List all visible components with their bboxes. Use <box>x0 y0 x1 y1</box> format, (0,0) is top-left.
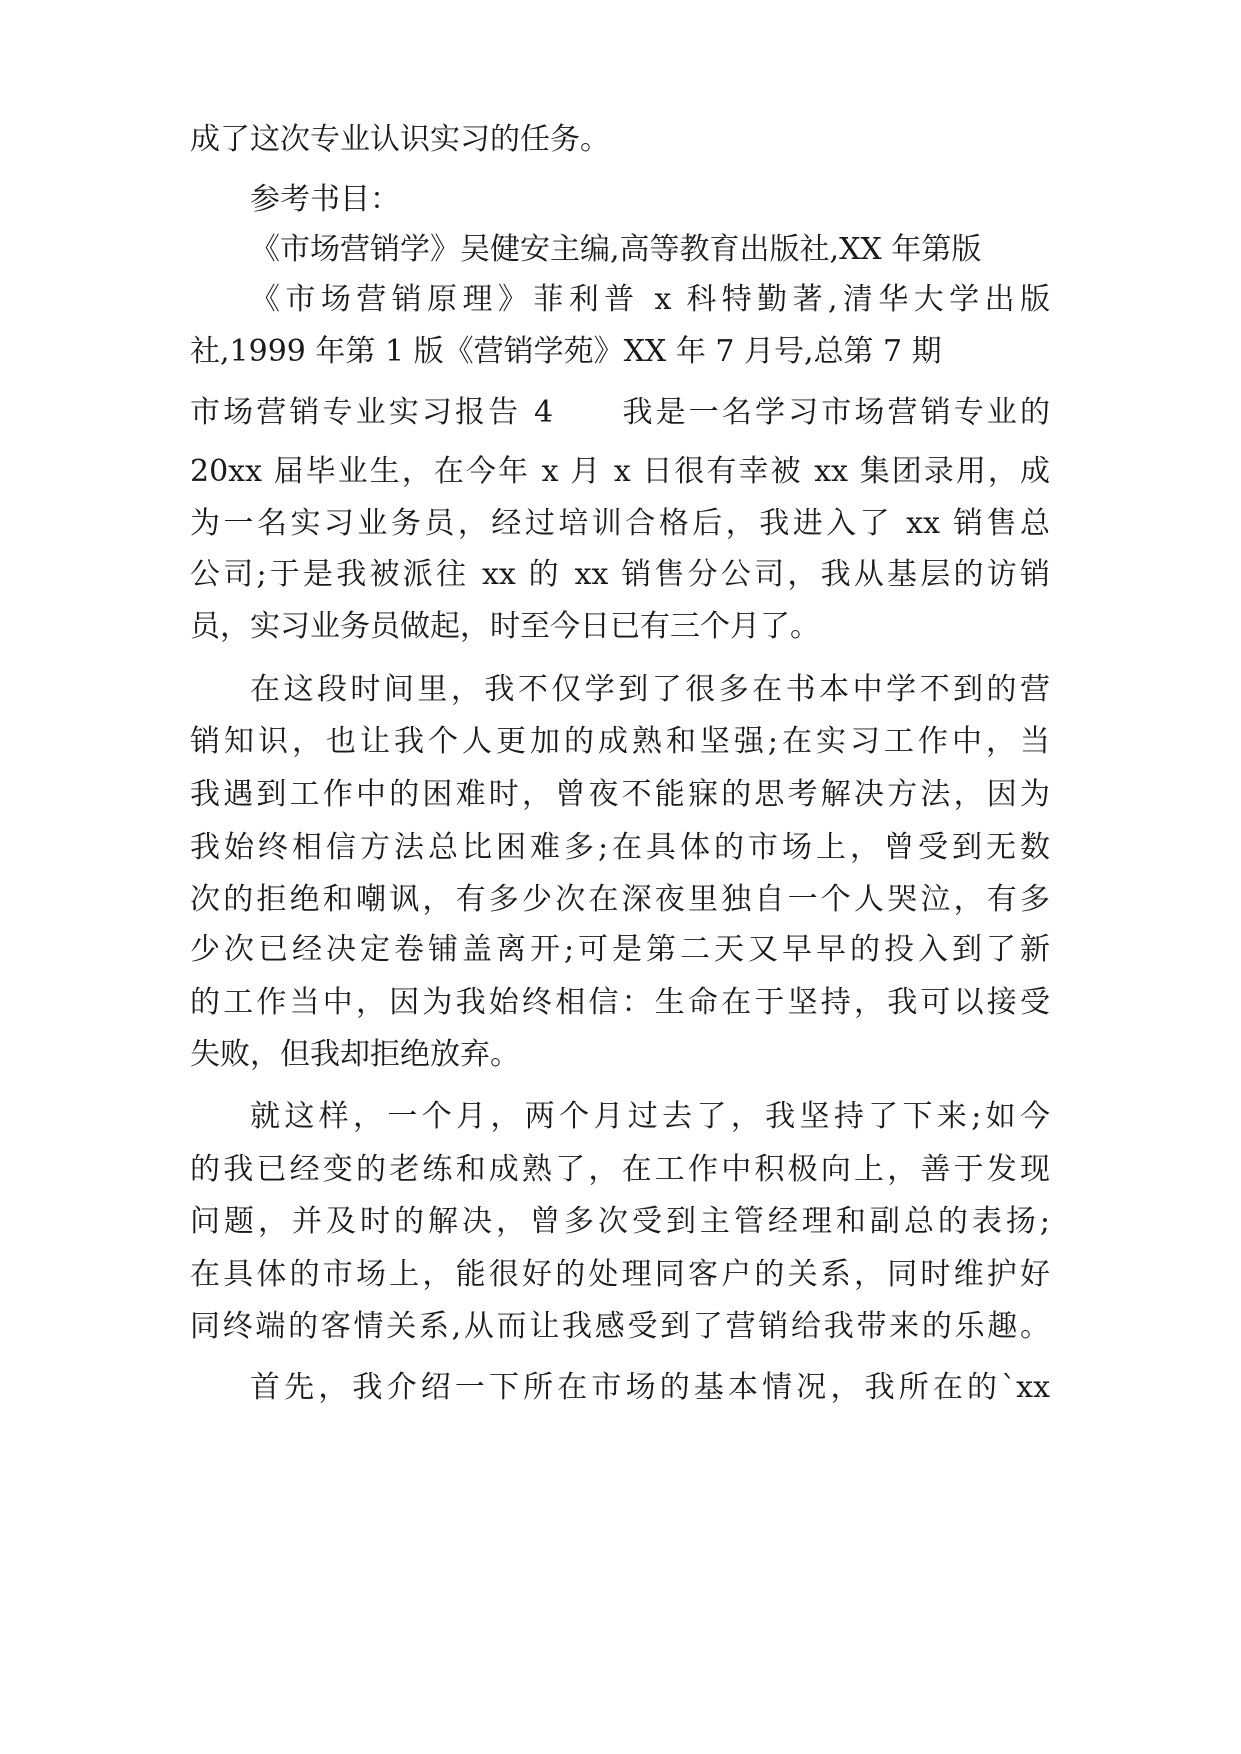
paragraph-line: 首先，我介绍一下所在市场的基本情况，我所在的`xx <box>250 1370 1050 1405</box>
paragraph-line: 的工作当中，因为我始终相信：生命在于坚持，我可以接受 <box>190 985 1050 1020</box>
paragraph-line: 同终端的客情关系,从而让我感受到了营销给我带来的乐趣。 <box>190 1309 1050 1344</box>
paragraph-line: 次的拒绝和嘲讽，有多少次在深夜里独自一个人哭泣，有多 <box>190 882 1050 917</box>
paragraph-line: 20xx 届毕业生，在今年 x 月 x 日很有幸被 xx 集团录用，成 <box>190 454 1050 489</box>
paragraph-line: 员，实习业务员做起，时至今日已有三个月了。 <box>190 609 820 644</box>
reference-item-continuation: 社,1999 年第 1 版《营销学苑》XX 年 7 月号,总第 7 期 <box>190 334 942 369</box>
paragraph-line: 在具体的市场上，能很好的处理同客户的关系，同时维护好 <box>190 1257 1050 1292</box>
paragraph-line: 在这段时间里，我不仅学到了很多在书本中学不到的营 <box>250 672 1050 707</box>
report-heading-line: 市场营销专业实习报告 4 我是一名学习市场营销专业的 <box>190 395 1050 430</box>
paragraph-line: 公司;于是我被派往 xx 的 xx 销售分公司，我从基层的访销 <box>190 557 1050 592</box>
paragraph-line: 少次已经决定卷铺盖离开;可是第二天又早早的投入到了新 <box>190 932 1050 967</box>
reference-item-2: 《市场营销原理》菲利普 x 科特勤著,清华大学出版 <box>250 282 1050 317</box>
references-heading: 参考书目： <box>250 182 400 217</box>
paragraph-line: 我始终相信方法总比困难多;在具体的市场上，曾受到无数 <box>190 830 1050 865</box>
paragraph-line: 就这样，一个月，两个月过去了，我坚持了下来;如今 <box>250 1099 1050 1134</box>
paragraph-line: 失败，但我却拒绝放弃。 <box>190 1037 520 1072</box>
reference-item-1: 《市场营销学》吴健安主编,高等教育出版社,XX 年第版 <box>250 232 982 267</box>
paragraph-line: 销知识，也让我个人更加的成熟和坚强;在实习工作中，当 <box>190 724 1050 759</box>
paragraph-line: 问题，并及时的解决，曾多次受到主管经理和副总的表扬; <box>190 1204 1050 1239</box>
paragraph-line: 成了这次专业认识实习的任务。 <box>190 122 610 157</box>
paragraph-line: 为一名实习业务员，经过培训合格后，我进入了 xx 销售总 <box>190 506 1050 541</box>
paragraph-line: 的我已经变的老练和成熟了，在工作中积极向上，善于发现 <box>190 1152 1050 1187</box>
paragraph-line: 我遇到工作中的困难时，曾夜不能寐的思考解决方法，因为 <box>190 777 1050 812</box>
